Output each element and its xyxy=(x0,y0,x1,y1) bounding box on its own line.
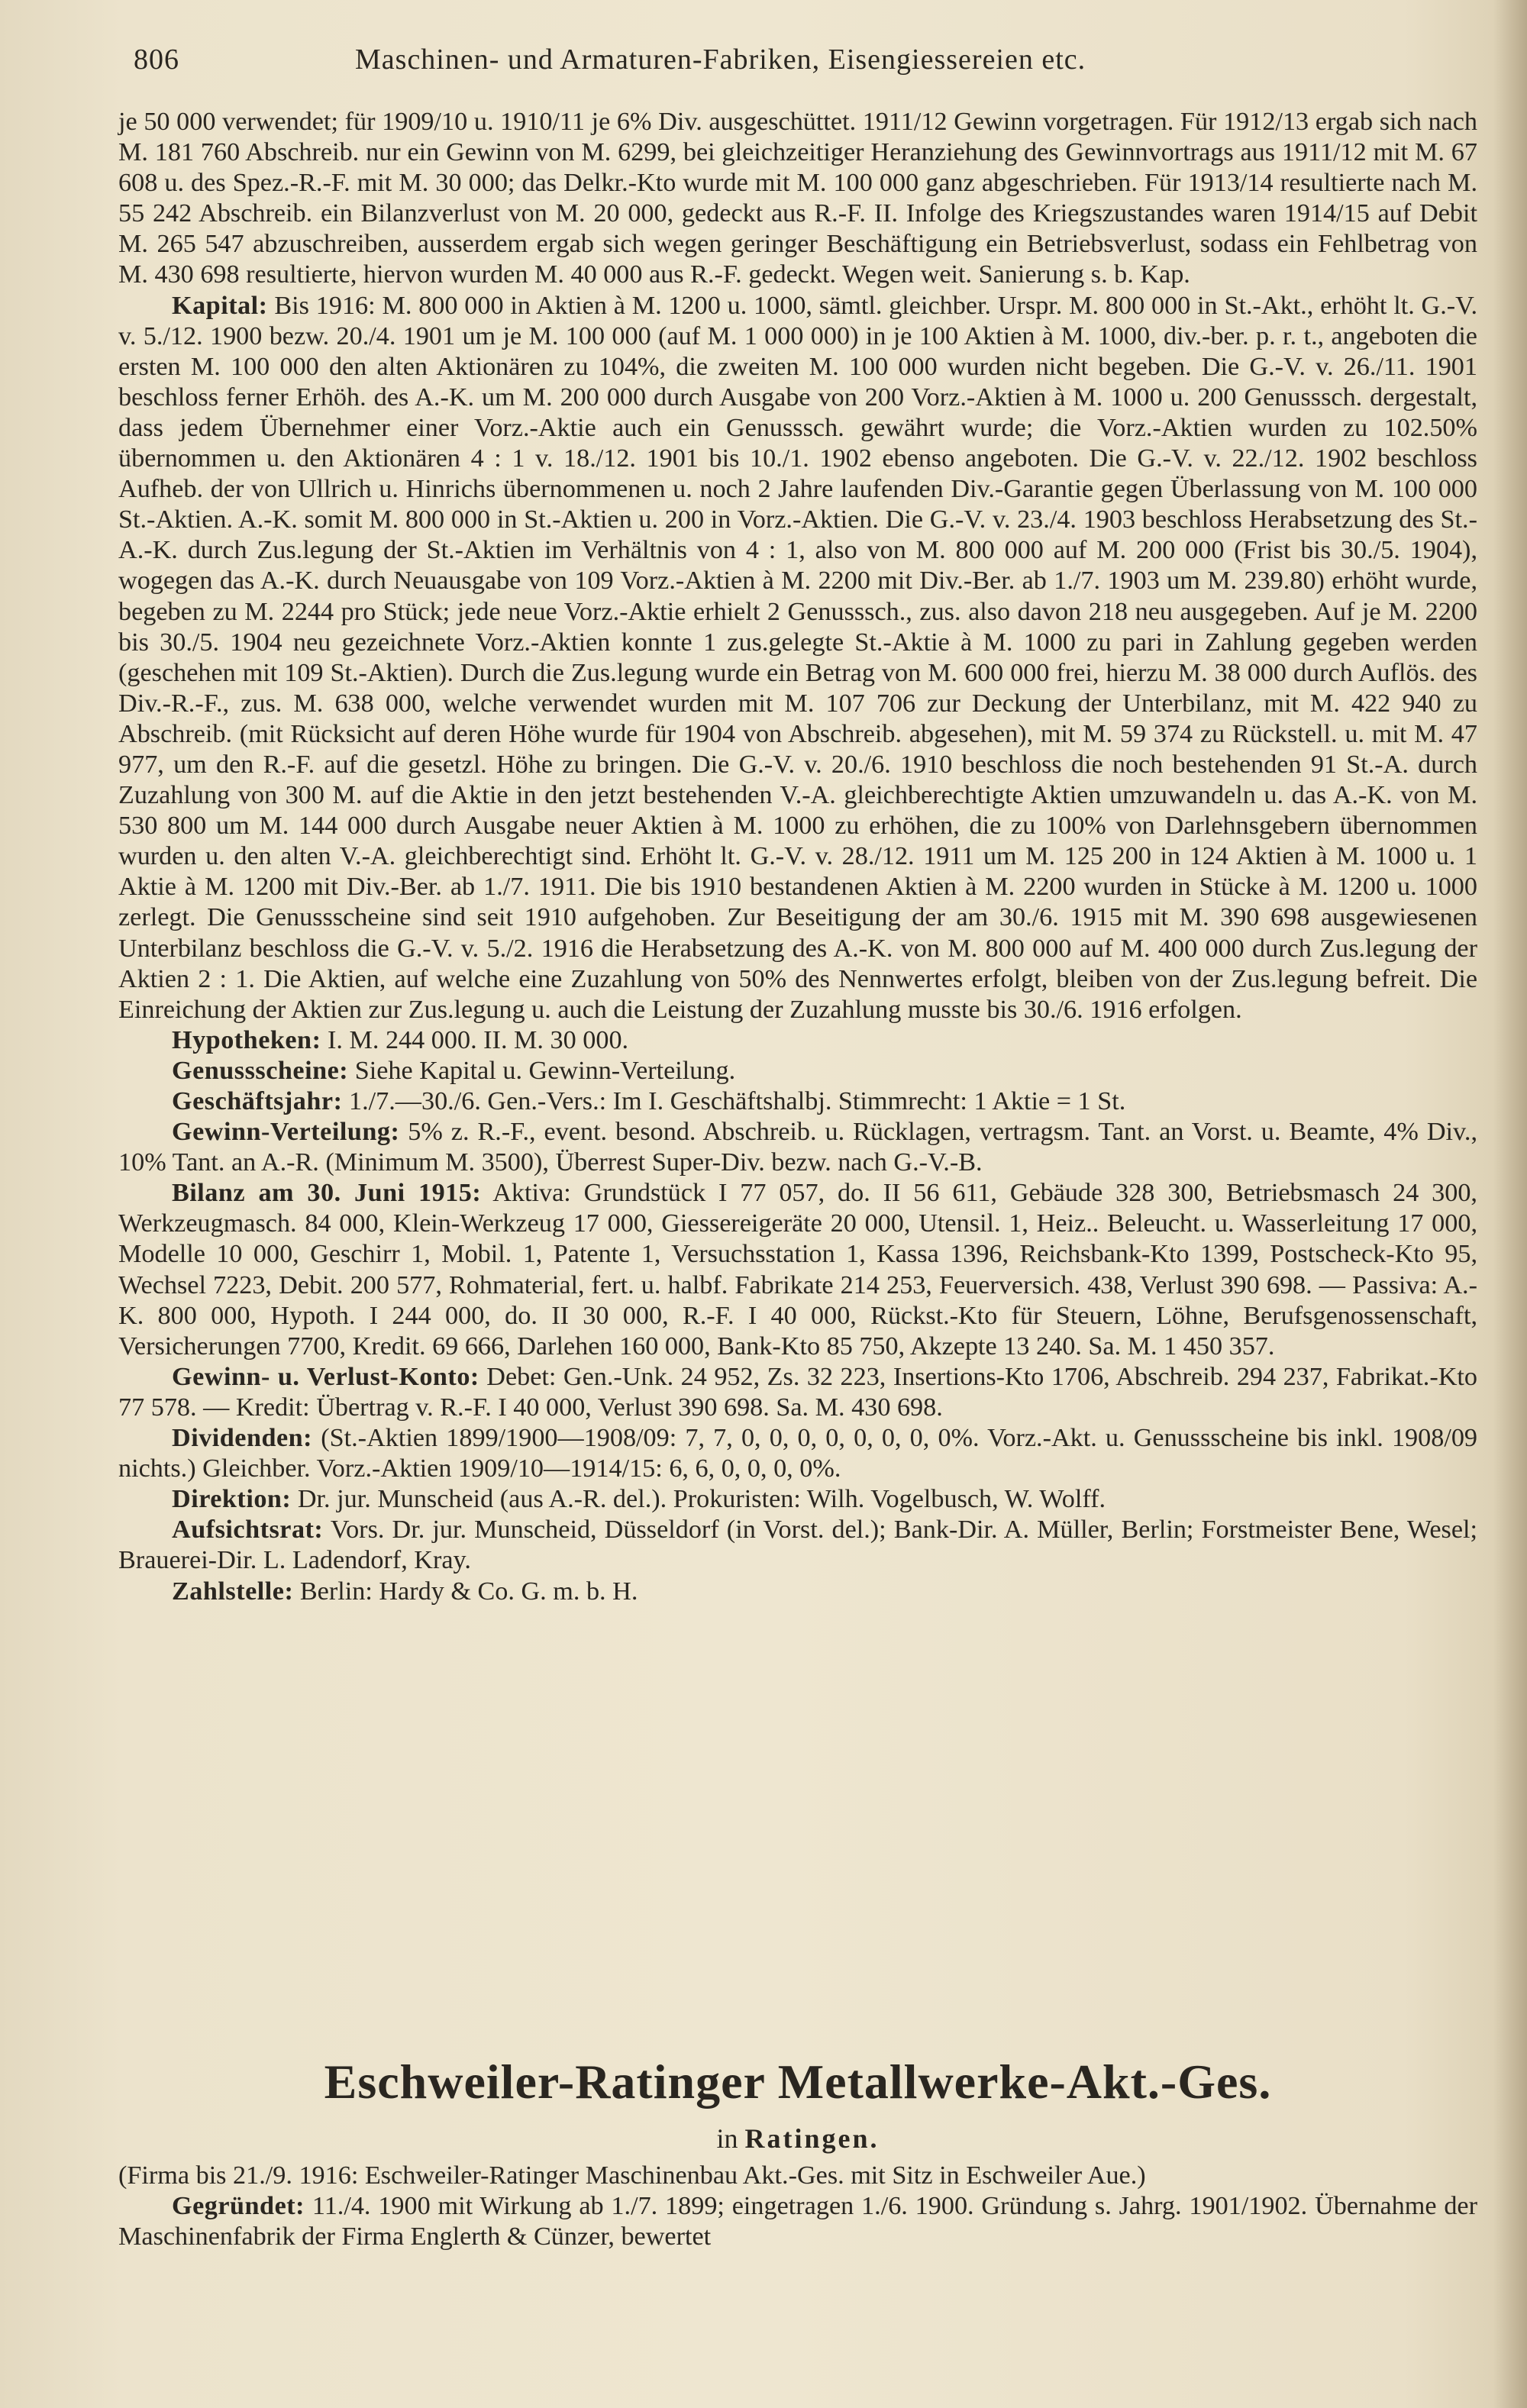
section-kapital xyxy=(118,291,1477,1025)
section-hypotheken xyxy=(118,1025,1477,1056)
section-label: Gewinn-Verteilung: xyxy=(172,1118,400,1147)
section-gewinn-verlust xyxy=(118,1362,1477,1423)
section-text: Bis 1916: M. 800 000 in Aktien à M. 1200 u. 1000, sämtl. gleichber. Urspr. M. 800 000 in St.-Akt., erhöht lt. G.-V. v. 5./12. 1900 bezw. 20./4. 1901 um je M. 100 000 (auf M. 1 000 000) in je 100 Aktien à M. 1000, div.-ber. p. r. t., angeboten die ersten M. 100 000 den alten Aktionären zu 104%, die zweiten M. 100 000 wurden nicht begeben. Die G.-V. v. 26./11. 1901 beschloss ferner Erhöh. des A.-K. um M. 200 000 durch Ausgabe von 200 Vorz.-Aktien à M. 1000 u. 200 Genusssch. dergestalt, dass jedem Übernehmer einer Vorz.-Aktie auch ein Genusssch. gewährt wurde; die Vorz.-Aktien wurden zu 102.50% übernommen u. den Aktionären 4 : 1 v. 18./12. 1901 bis 10./1. 1902 ebenso angeboten. Die G.-V. v. 22./12. 1902 beschloss Aufheb. der von Ullrich u. Hinrichs übernommenen u. noch 2 Jahre laufenden Div.-Garantie gegen Überlassung von M. 100 000 St.-Aktien. A.-K. somit M. 800 000 in St.-Aktien u. 200 in Vorz.-Aktien. Die G.-V. v. 23./4. 1903 beschloss Herabsetzung des St.-A.-K. durch Zus.legung der St.-Aktien im Verhältnis von 4 : 1, also von M. 800 000 auf M. 200 000 (Frist bis 30./5. 1904), wogegen das A.-K. durch Neuausgabe von 109 Vorz.-Aktien à M. 2200 mit Div.-Ber. ab 1./7. 1903 um M. 239.80) erhöht wurde, begeben zu M. 2244 pro Stück; jede neue Vorz.-Aktie erhielt 2 Genusssch., zus. also davon 218 neu ausgegeben. Auf je M. 2200 bis 30./5. 1904 neu gezeichnete Vorz.-Aktien konnte 1 zus.gelegte St.-Aktie à M. 1000 zu pari in Zahlung gegeben werden (geschehen mit 109 St.-Aktien). Durch die Zus.legung wurde ein Betrag von M. 600 000 frei, hierzu M. 38 000 durch Auflös. des Div.-R.-F., zus. M. 638 000, welche verwendet wurden mit M. 107 706 zur Deckung der Unterbilanz, mit M. 422 940 zu Abschreib. (mit Rücksicht auf deren Höhe wurde für 1904 von Abschreib. abgesehen), mit M. 59 374 zu Rückstell. u. mit M. 47 977, um den R.-F. auf die gesetzl. Höhe zu bringen. Die G.-V. v. 20./6. 1910 beschloss die noch bestehenden 91 St.-A. durch Zuzahlung von 300 M. auf die Aktie in den jetzt bestehenden V.-A. gleichberechtigte Aktien umzuwandeln u. das A.-K. von M. 530 800 um M. 144 000 durch Ausgabe neuer Aktien à M. 1000 zu erhöhen, die zu 100% von Darlehnsgebern übernommen wurden u. den alten V.-A. gleichberechtigt sind. Erhöht lt. G.-V. v. 28./12. 1911 um M. 125 200 in 124 Aktien à M. 1000 u. 1 Aktie à M. 1200 mit Div.-Ber. ab 1./7. 1911. Die bis 1910 bestandenen Aktien à M. 2200 wurden in Stücke à M. 1200 u. 1000 zerlegt. Die Genussscheine sind seit 1910 aufgehoben. Zur Beseitigung der am 30./6. 1915 mit M. 390 698 ausgewiesenen Unterbilanz beschloss die G.-V. v. 5./2. 1916 die Herabsetzung des A.-K. von M. 800 000 auf M. 400 000 durch Zus.legung der Aktien 2 : 1. Die Aktien, auf welche eine Zuzahlung von 50% des Nennwertes erfolgt, bleiben von der Zus.legung befreit. Die Einreichung der Aktien zur Zus.legung u. auch die Leistung der Zuzahlung musste bis 30./6. 1916 erfolgen. xyxy=(118,291,1478,1024)
company-note: (Firma bis 21./9. 1916: Eschweiler-Ratinger Maschinenbau Akt.-Ges. mit Sitz in Eschweiler Aue.) xyxy=(118,2161,1146,2190)
section-bilanz xyxy=(118,1178,1477,1362)
section-text: Siehe Kapital u. Gewinn-Verteilung. xyxy=(354,1056,736,1085)
section-label: Hypotheken: xyxy=(172,1025,321,1054)
location-prefix: in xyxy=(716,2123,738,2154)
section-genussscheine xyxy=(118,1056,1477,1086)
founded-text: 11./4. 1900 mit Wirkung ab 1./7. 1899; eingetragen 1./6. 1900. Gründung s. Jahrg. 1901/1902. Übernahme der Maschinenfabrik der Firma Englerth & Cünzer, bewertet xyxy=(118,2192,1477,2251)
section-text: 5% z. R.-F., event. besond. Abschreib. u. Rücklagen, vertragsm. Tant. an Vorst. u. Beamte, 4% Div., 10% Tant. an A.-R. (Minimum M. 3500), Überrest Super-Div. bezw. nach G.-V.-B. xyxy=(118,1118,1477,1177)
section-text: Aktiva: Grundstück I 77 057, do. II 56 611, Gebäude 328 300, Betriebsmasch 24 300, Werkzeugmasch. 84 000, Klein-Werkzeug 17 000, Giessereigeräte 20 000, Utensil. 1, Heiz.. Beleucht. u. Wasserleitung 17 000, Modelle 10 000, Geschirr 1, Mobil. 1, Patente 1, Versuchsstation 1, Kassa 1396, Reichsbank-Kto 1399, Postscheck-Kto 95, Wechsel 7223, Debit. 200 577, Rohmaterial, fert. u. halbf. Fabrikate 214 253, Feuerversich. 438, Verlust 390 698. — Passiva: A.-K. 800 000, Hypoth. I 244 000, do. II 30 000, R.-F. I 40 000, Rückst.-Kto für Steuern, Löhne, Berufsgenossenschaft, Versicherungen 7700, Kredit. 69 666, Darlehen 160 000, Bank-Kto 85 750, Akzepte 13 240. Sa. M. 1 450 357. xyxy=(118,1179,1477,1361)
section-label: Dividenden: xyxy=(172,1424,313,1453)
section-text: Vors. Dr. jur. Munscheid, Düsseldorf (in Vorst. del.); Bank-Dir. A. Müller, Berlin; Forstmeister Bene, Wesel; Brauerei-Dir. L. Ladendorf, Kray. xyxy=(118,1515,1478,1575)
section-direktion xyxy=(118,1484,1477,1515)
section-label: Zahlstelle: xyxy=(172,1577,294,1606)
page-header xyxy=(134,40,1477,86)
section-text: Debet: Gen.-Unk. 24 952, Zs. 32 223, Insertions-Kto 1706, Abschreib. 294 237, Fabrikat.-Kto 77 578. — Kredit: Übertrag v. R.-F. I 40 000, Verlust 390 698. Sa. M. 430 698. xyxy=(118,1362,1478,1422)
section-label: Bilanz am 30. Juni 1915: xyxy=(172,1179,482,1208)
section-label: Kapital: xyxy=(172,291,268,320)
section-dividenden xyxy=(118,1423,1477,1484)
intro-paragraph: je 50 000 verwendet; für 1909/10 u. 1910/11 je 6% Div. ausgeschüttet. 1911/12 Gewinn vorgetragen. Für 1912/13 ergab sich nach M. 181 760 Abschreib. nur ein Gewinn von M. 6299, bei gleichzeitiger Heranziehung des Gewinnvortrags aus 1911/12 mit M. 67 608 u. des Spez.-R.-F. mit M. 30 000; das Delkr.-Kto wurde mit M. 100 000 ganz abgeschrieben. Für 1913/14 resultierte nach M. 55 242 Abschreib. ein Bilanzverlust von M. 20 000, gedeckt aus R.-F. II. Infolge des Kriegszustandes waren 1914/15 auf Debit M. 265 547 abzuschreiben, ausserdem ergab sich wegen geringer Beschäftigung ein Betriebsverlust, sodass ein Fehlbetrag von M. 430 698 resultierte, hiervon wurden M. 40 000 aus R.-F. gedeckt. Wegen weit. Sanierung s. b. Kap. xyxy=(118,108,1477,289)
section-label: Geschäftsjahr: xyxy=(172,1087,343,1115)
article-body xyxy=(118,107,1477,1607)
section-text: Dr. jur. Munscheid (aus A.-R. del.). Prokuristen: Wilh. Vogelbusch, W. Wolff. xyxy=(297,1485,1106,1514)
section-text: 1./7.—30./6. Gen.-Vers.: Im I. Geschäftshalbj. Stimmrecht: 1 Aktie = 1 St. xyxy=(349,1087,1126,1115)
section-text: I. M. 244 000. II. M. 30 000. xyxy=(328,1025,629,1054)
page-edge-shadow xyxy=(1493,0,1527,2408)
company-founded xyxy=(118,2191,1477,2252)
company-heading: Eschweiler-Ratinger Metallwerke-Akt.-Ges. xyxy=(324,2055,1272,2109)
company-location xyxy=(118,2122,1477,2155)
company-body xyxy=(118,2161,1477,2252)
page-number: 806 xyxy=(134,44,179,76)
section-geschaeftsjahr xyxy=(118,1086,1477,1117)
section-label: Aufsichtsrat: xyxy=(172,1515,324,1545)
section-label: Direktion: xyxy=(172,1485,292,1514)
founded-label: Gegründet: xyxy=(172,2192,305,2221)
section-zahlstelle xyxy=(118,1577,1477,1607)
location-name: Ratingen. xyxy=(744,2123,880,2154)
section-text: Berlin: Hardy & Co. G. m. b. H. xyxy=(299,1577,638,1606)
section-label: Gewinn- u. Verlust-Konto: xyxy=(172,1362,479,1391)
section-gewinn-verteilung xyxy=(118,1117,1477,1178)
running-title: Maschinen- und Armaturen-Fabriken, Eisengiessereien etc. xyxy=(355,44,1086,76)
section-text: (St.-Aktien 1899/1900—1908/09: 7, 7, 0, 0, 0, 0, 0, 0, 0, 0%. Vorz.-Akt. u. Genussscheine bis inkl. 1908/09 nichts.) Gleichber. Vorz.-Aktien 1909/10—1914/15: 6, 6, 0, 0, 0, 0%. xyxy=(118,1424,1478,1483)
section-label: Genussscheine: xyxy=(172,1056,349,1085)
section-aufsichtsrat xyxy=(118,1515,1477,1576)
